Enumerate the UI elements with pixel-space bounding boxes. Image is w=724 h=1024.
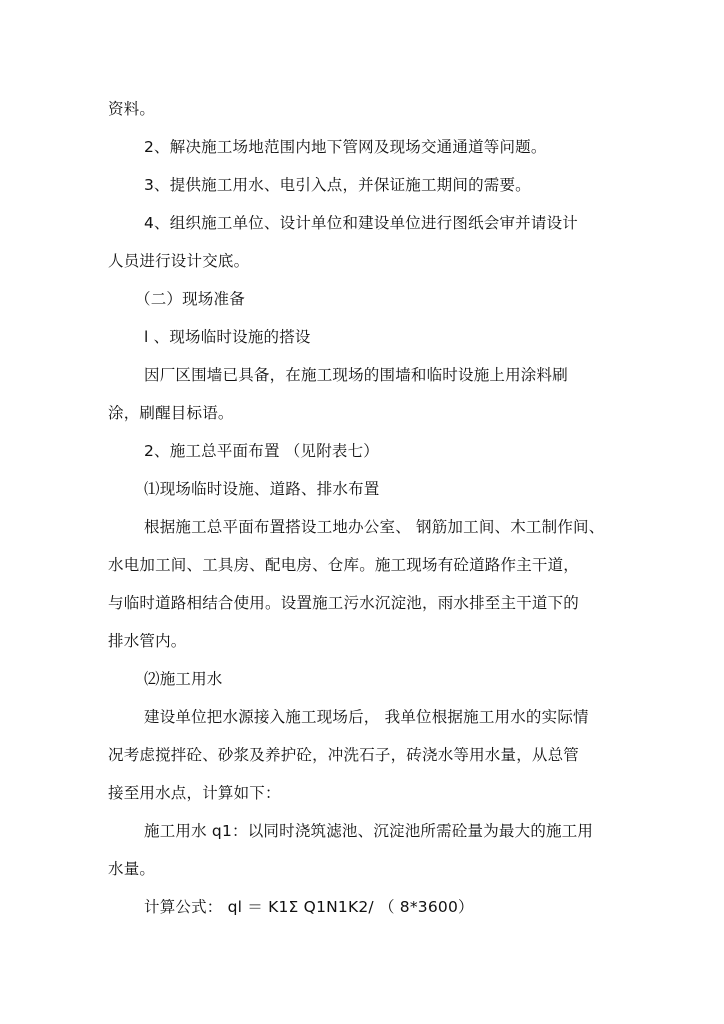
text-line: 人员进行设计交底。 [108, 252, 250, 270]
text-line: 根据施工总平面布置搭设工地办公室、 钢筋加工间、木工制作间、 [144, 518, 605, 536]
subsection-heading: 2、施工总平面布置 （见附表七） [144, 442, 379, 460]
text-line: 水量。 [108, 860, 156, 878]
text-line: 与临时道路相结合使用。设置施工污水沉淀池，雨水排至主干道下的 [108, 594, 580, 612]
text-line: 施工用水 q1：以同时浇筑滤池、沉淀池所需砼量为最大的施工用 [144, 822, 594, 840]
text-line: 涂，刷醒目标语。 [108, 404, 234, 422]
text-line: 4、组织施工单位、设计单位和建设单位进行图纸会审并请设计 [144, 214, 578, 232]
formula-line: 计算公式： ql ＝ K1Σ Q1N1K2/ （ 8*3600） [144, 898, 474, 916]
text-line: 2、解决施工场地范围内地下管网及现场交通通道等问题。 [144, 138, 547, 156]
item-heading: ⑴现场临时设施、道路、排水布置 [144, 480, 380, 498]
text-line: 资料。 [108, 100, 156, 118]
text-line: 建设单位把水源接入施工现场后， 我单位根据施工用水的实际情 [144, 708, 589, 726]
text-line: 3、提供施工用水、电引入点，并保证施工期间的需要。 [144, 176, 531, 194]
text-line: 水电加工间、工具房、配电房、仓库。施工现场有砼道路作主干道， [108, 556, 580, 574]
text-line: 因厂区围墙已具备，在施工现场的围墙和临时设施上用涂料刷 [144, 366, 568, 384]
subsection-heading: l 、现场临时设施的搭设 [144, 328, 311, 346]
item-heading: ⑵施工用水 [144, 670, 223, 688]
text-line: 排水管内。 [108, 632, 187, 650]
text-line: 接至用水点，计算如下： [108, 784, 281, 802]
text-line: 况考虑搅拌砼、砂浆及养护砼，冲洗石子，砖浇水等用水量，从总管 [108, 746, 580, 764]
section-heading: （二）现场准备 [135, 290, 245, 308]
